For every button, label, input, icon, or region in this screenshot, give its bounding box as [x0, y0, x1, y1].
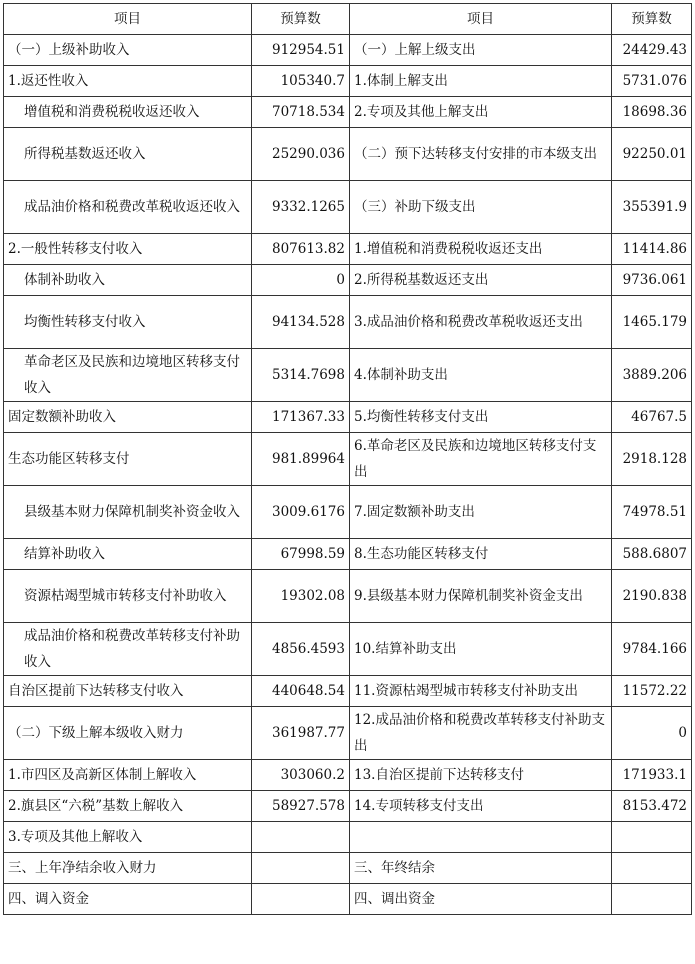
expense-amount: 1465.179 [612, 296, 692, 349]
expense-amount [612, 822, 692, 853]
income-item: 增值税和消费税税收返还收入 [4, 97, 252, 128]
income-amount: 25290.036 [252, 128, 350, 181]
income-item: 结算补助收入 [4, 539, 252, 570]
expense-amount: 11414.86 [612, 234, 692, 265]
expense-amount: 74978.51 [612, 486, 692, 539]
income-item: 四、调入资金 [4, 884, 252, 915]
income-amount: 4856.4593 [252, 623, 350, 676]
income-amount: 70718.534 [252, 97, 350, 128]
table-row [4, 35, 692, 66]
expense-amount: 11572.22 [612, 676, 692, 707]
expense-item: 12.成品油价格和税费改革转移支付补助支出 [350, 707, 612, 760]
income-amount: 361987.77 [252, 707, 350, 760]
expense-item: 11.资源枯竭型城市转移支付补助支出 [350, 676, 612, 707]
expense-amount: 171933.1 [612, 760, 692, 791]
income-amount: 912954.51 [252, 35, 350, 66]
header-right-item: 项目 [350, 4, 612, 35]
income-amount [252, 884, 350, 915]
expense-item: 14.专项转移支付支出 [350, 791, 612, 822]
income-amount: 9332.1265 [252, 181, 350, 234]
table-row [4, 128, 692, 181]
income-item: 固定数额补助收入 [4, 402, 252, 433]
expense-item: （一）上解上级支出 [350, 35, 612, 66]
income-item: （一）上级补助收入 [4, 35, 252, 66]
income-amount: 19302.08 [252, 570, 350, 623]
income-item: 体制补助收入 [4, 265, 252, 296]
expense-item: 13.自治区提前下达转移支付 [350, 760, 612, 791]
expense-amount [612, 853, 692, 884]
table-row [4, 676, 692, 707]
expense-amount: 18698.36 [612, 97, 692, 128]
expense-amount: 5731.076 [612, 66, 692, 97]
table-row [4, 402, 692, 433]
income-amount: 67998.59 [252, 539, 350, 570]
expense-amount [612, 884, 692, 915]
expense-item: （三）补助下级支出 [350, 181, 612, 234]
expense-item: 4.体制补助支出 [350, 349, 612, 402]
table-row [4, 853, 692, 884]
expense-item: 1.体制上解支出 [350, 66, 612, 97]
income-item: （二）下级上解本级收入财力 [4, 707, 252, 760]
expense-item: 2.所得税基数返还支出 [350, 265, 612, 296]
income-amount: 94134.528 [252, 296, 350, 349]
header-right-amount: 预算数 [612, 4, 692, 35]
table-row [4, 66, 692, 97]
table-row [4, 623, 692, 676]
table-row [4, 539, 692, 570]
income-amount: 440648.54 [252, 676, 350, 707]
income-item: 革命老区及民族和边境地区转移支付收入 [4, 349, 252, 402]
expense-amount: 8153.472 [612, 791, 692, 822]
table-row [4, 707, 692, 760]
income-amount: 3009.6176 [252, 486, 350, 539]
expense-amount: 355391.9 [612, 181, 692, 234]
expense-item: 7.固定数额补助支出 [350, 486, 612, 539]
expense-amount: 24429.43 [612, 35, 692, 66]
income-item: 1.返还性收入 [4, 66, 252, 97]
income-item: 资源枯竭型城市转移支付补助收入 [4, 570, 252, 623]
expense-amount: 2918.128 [612, 433, 692, 486]
income-item: 生态功能区转移支付 [4, 433, 252, 486]
expense-amount: 588.6807 [612, 539, 692, 570]
income-amount: 303060.2 [252, 760, 350, 791]
table-row [4, 760, 692, 791]
income-amount [252, 853, 350, 884]
expense-item [350, 822, 612, 853]
expense-item: 四、调出资金 [350, 884, 612, 915]
expense-item: （二）预下达转移支付安排的市本级支出 [350, 128, 612, 181]
table-row [4, 822, 692, 853]
income-item: 三、上年净结余收入财力 [4, 853, 252, 884]
table-row [4, 296, 692, 349]
expense-amount: 3889.206 [612, 349, 692, 402]
expense-item: 1.增值税和消费税税收返还支出 [350, 234, 612, 265]
table-row [4, 433, 692, 486]
income-item: 成品油价格和税费改革转移支付补助收入 [4, 623, 252, 676]
table-row [4, 486, 692, 539]
income-amount: 0 [252, 265, 350, 296]
table-row [4, 97, 692, 128]
income-amount: 5314.7698 [252, 349, 350, 402]
income-item: 县级基本财力保障机制奖补资金收入 [4, 486, 252, 539]
expense-item: 三、年终结余 [350, 853, 612, 884]
expense-amount: 9784.166 [612, 623, 692, 676]
expense-item: 2.专项及其他上解支出 [350, 97, 612, 128]
expense-amount: 46767.5 [612, 402, 692, 433]
income-amount: 105340.7 [252, 66, 350, 97]
expense-item: 3.成品油价格和税费改革税收返还支出 [350, 296, 612, 349]
expense-amount: 9736.061 [612, 265, 692, 296]
expense-item: 5.均衡性转移支付支出 [350, 402, 612, 433]
table-row [4, 884, 692, 915]
income-item: 3.专项及其他上解收入 [4, 822, 252, 853]
budget-table [3, 3, 692, 915]
income-item: 所得税基数返还收入 [4, 128, 252, 181]
expense-amount: 2190.838 [612, 570, 692, 623]
table-row [4, 265, 692, 296]
income-item: 2.旗县区“六税”基数上解收入 [4, 791, 252, 822]
income-amount: 981.89964 [252, 433, 350, 486]
income-amount: 171367.33 [252, 402, 350, 433]
table-row [4, 181, 692, 234]
income-amount: 807613.82 [252, 234, 350, 265]
income-amount: 58927.578 [252, 791, 350, 822]
expense-amount: 92250.01 [612, 128, 692, 181]
expense-item: 10.结算补助支出 [350, 623, 612, 676]
income-item: 均衡性转移支付收入 [4, 296, 252, 349]
table-row [4, 791, 692, 822]
income-item: 成品油价格和税费改革税收返还收入 [4, 181, 252, 234]
income-item: 1.市四区及高新区体制上解收入 [4, 760, 252, 791]
income-amount [252, 822, 350, 853]
income-item: 2.一般性转移支付收入 [4, 234, 252, 265]
expense-amount: 0 [612, 707, 692, 760]
expense-item: 8.生态功能区转移支付 [350, 539, 612, 570]
expense-item: 6.革命老区及民族和边境地区转移支付支出 [350, 433, 612, 486]
income-item: 自治区提前下达转移支付收入 [4, 676, 252, 707]
table-row [4, 349, 692, 402]
header-left-item: 项目 [4, 4, 252, 35]
expense-item: 9.县级基本财力保障机制奖补资金支出 [350, 570, 612, 623]
table-row [4, 570, 692, 623]
header-row [4, 4, 692, 35]
header-left-amount: 预算数 [252, 4, 350, 35]
table-row [4, 234, 692, 265]
table-body [4, 35, 692, 915]
